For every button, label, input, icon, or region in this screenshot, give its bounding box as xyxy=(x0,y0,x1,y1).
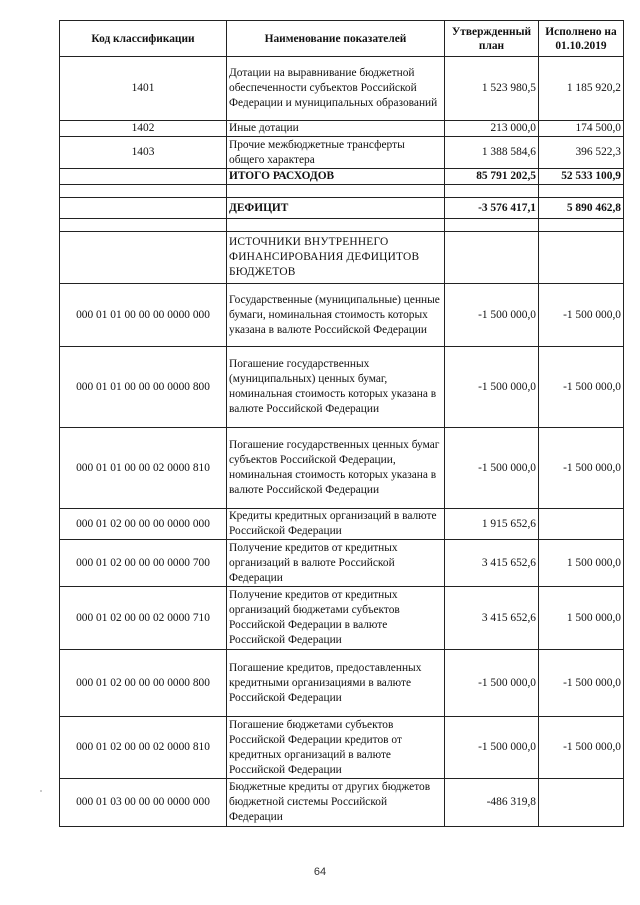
header-done: Исполнено на 01.10.2019 xyxy=(539,21,624,57)
row-name: ИСТОЧНИКИ ВНУТРЕННЕГО ФИНАНСИРОВАНИЯ ДЕФИЦИТОВ БЮДЖЕТОВ xyxy=(227,232,445,284)
table-row xyxy=(60,232,624,284)
table-row xyxy=(60,587,624,650)
table-row xyxy=(60,57,624,121)
row-plan: -1 500 000,0 xyxy=(445,347,539,428)
row-done: -1 500 000,0 xyxy=(539,717,624,779)
row-plan: 1 388 584,6 xyxy=(445,137,539,169)
row-name: Государственные (муниципальные) ценные бумаги, номинальная стоимость которых указана в валюте Российской Федерации xyxy=(227,284,445,347)
budget-table xyxy=(59,20,624,827)
row-plan xyxy=(445,219,539,232)
row-done: -1 500 000,0 xyxy=(539,284,624,347)
row-name: Погашение бюджетами субъектов Российской Федерации кредитов от кредитных организаций в валюте Российской Федерации xyxy=(227,717,445,779)
row-name: Погашение государственных (муниципальных) ценных бумаг, номинальная стоимость которых указана в валюте Российской Федерации xyxy=(227,347,445,428)
row-code: 000 01 01 00 00 02 0000 810 xyxy=(60,428,227,509)
row-plan: 85 791 202,5 xyxy=(445,169,539,185)
header-plan: Утвержденный план xyxy=(445,21,539,57)
table-row xyxy=(60,198,624,219)
row-plan: 3 415 652,6 xyxy=(445,587,539,650)
row-name: ДЕФИЦИТ xyxy=(227,198,445,219)
row-name: Иные дотации xyxy=(227,121,445,137)
table-row xyxy=(60,169,624,185)
row-code: 1402 xyxy=(60,121,227,137)
row-code: 1403 xyxy=(60,137,227,169)
row-plan xyxy=(445,232,539,284)
row-code xyxy=(60,219,227,232)
row-name: Получение кредитов от кредитных организаций бюджетами субъектов Российской Федерации в валюте Российской Федерации xyxy=(227,587,445,650)
table-row xyxy=(60,121,624,137)
row-plan: -1 500 000,0 xyxy=(445,428,539,509)
row-name xyxy=(227,185,445,198)
row-plan: -1 500 000,0 xyxy=(445,284,539,347)
row-plan: -1 500 000,0 xyxy=(445,650,539,717)
row-plan: -3 576 417,1 xyxy=(445,198,539,219)
scan-speck xyxy=(40,790,42,792)
row-code xyxy=(60,232,227,284)
row-plan xyxy=(445,185,539,198)
row-done: 52 533 100,9 xyxy=(539,169,624,185)
row-plan: 1 915 652,6 xyxy=(445,509,539,540)
row-done: -1 500 000,0 xyxy=(539,650,624,717)
header-row xyxy=(60,21,624,57)
row-code: 000 01 02 00 00 00 0000 800 xyxy=(60,650,227,717)
table-row xyxy=(60,137,624,169)
row-done: 174 500,0 xyxy=(539,121,624,137)
row-name: Погашение государственных ценных бумаг субъектов Российской Федерации, номинальная стоимость которых указана в валюте Российской Федерации xyxy=(227,428,445,509)
table-row xyxy=(60,185,624,198)
table-row xyxy=(60,219,624,232)
row-code: 000 01 01 00 00 00 0000 800 xyxy=(60,347,227,428)
row-done: -1 500 000,0 xyxy=(539,428,624,509)
row-done: 396 522,3 xyxy=(539,137,624,169)
row-done xyxy=(539,232,624,284)
row-name: Прочие межбюджетные трансферты общего характера xyxy=(227,137,445,169)
row-code: 000 01 02 00 00 00 0000 700 xyxy=(60,540,227,587)
row-code xyxy=(60,198,227,219)
row-code: 000 01 02 00 00 02 0000 810 xyxy=(60,717,227,779)
table-row xyxy=(60,717,624,779)
row-name xyxy=(227,219,445,232)
row-done xyxy=(539,185,624,198)
row-code xyxy=(60,185,227,198)
row-code: 000 01 01 00 00 00 0000 000 xyxy=(60,284,227,347)
row-code xyxy=(60,169,227,185)
table-row xyxy=(60,428,624,509)
row-done: 1 500 000,0 xyxy=(539,540,624,587)
row-done xyxy=(539,219,624,232)
row-done: 1 500 000,0 xyxy=(539,587,624,650)
row-name: Погашение кредитов, предоставленных кредитными организациями в валюте Российской Федерации xyxy=(227,650,445,717)
row-done xyxy=(539,509,624,540)
row-done: 5 890 462,8 xyxy=(539,198,624,219)
row-done: 1 185 920,2 xyxy=(539,57,624,121)
row-plan: -1 500 000,0 xyxy=(445,717,539,779)
table-row xyxy=(60,650,624,717)
table-row xyxy=(60,509,624,540)
row-name: Кредиты кредитных организаций в валюте Российской Федерации xyxy=(227,509,445,540)
table-row xyxy=(60,779,624,827)
table-row xyxy=(60,347,624,428)
row-plan: 3 415 652,6 xyxy=(445,540,539,587)
row-done xyxy=(539,779,624,827)
page-number: 64 xyxy=(313,866,327,878)
row-plan: 213 000,0 xyxy=(445,121,539,137)
table-row xyxy=(60,284,624,347)
table-body xyxy=(60,57,624,827)
row-code: 1401 xyxy=(60,57,227,121)
row-done: -1 500 000,0 xyxy=(539,347,624,428)
header-code: Код классификации xyxy=(60,21,227,57)
header-name: Наименование показателей xyxy=(227,21,445,57)
row-name: Бюджетные кредиты от других бюджетов бюджетной системы Российской Федерации xyxy=(227,779,445,827)
table-row xyxy=(60,540,624,587)
row-plan: 1 523 980,5 xyxy=(445,57,539,121)
row-code: 000 01 02 00 00 00 0000 000 xyxy=(60,509,227,540)
row-plan: -486 319,8 xyxy=(445,779,539,827)
row-name: Дотации на выравнивание бюджетной обеспеченности субъектов Российской Федерации и муниципальных образований xyxy=(227,57,445,121)
row-name: Получение кредитов от кредитных организаций в валюте Российской Федерации xyxy=(227,540,445,587)
row-code: 000 01 02 00 00 02 0000 710 xyxy=(60,587,227,650)
row-name: ИТОГО РАСХОДОВ xyxy=(227,169,445,185)
row-code: 000 01 03 00 00 00 0000 000 xyxy=(60,779,227,827)
